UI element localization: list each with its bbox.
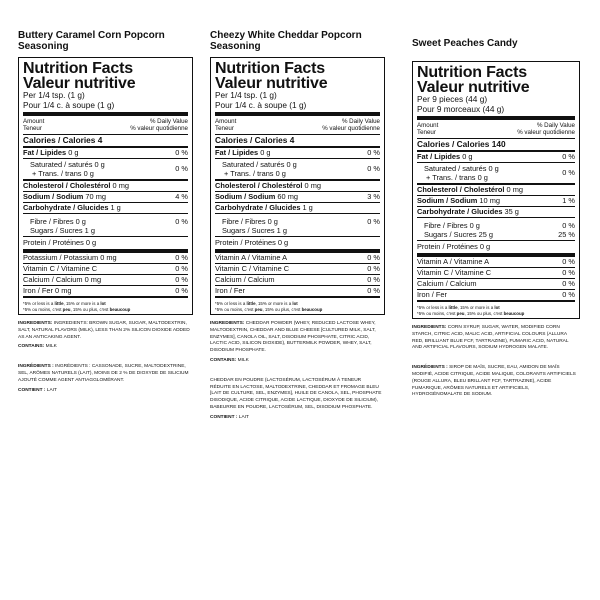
iron-row: Iron / Fer 0 % [417, 290, 575, 299]
fibre-sugars-row: Fibre / Fibres 0 g Sugars / Sucres 25 g 0 % 25 % [424, 221, 575, 239]
amount-header: Amount Teneur % Daily Value % valeur quotidienne [215, 118, 380, 132]
sodium-row: Sodium / Sodium 60 mg 3 % [215, 192, 380, 201]
nutrition-facts-table [412, 61, 580, 319]
serving-size: Per 9 pieces (44 g) [417, 94, 488, 104]
nf-title-fr: Valeur nutritive [215, 75, 328, 92]
nf-title: Nutrition Facts [215, 60, 325, 77]
vitamin-c-row: Vitamin C / Vitamine C 0 % [215, 264, 380, 273]
product-title: Cheezy White Cheddar Popcorn Seasoning [210, 30, 362, 52]
product-sweet-peaches-candy [412, 38, 580, 402]
calcium-row: Calcium / Calcium 0 % [417, 279, 575, 288]
amount-header: Amount Teneur % Daily Value % valeur quotidienne [417, 122, 575, 136]
fat-row: Fat / Lipides 0 g 0 % [215, 148, 380, 157]
serving-size: Per 1/4 tsp. (1 g) [215, 90, 277, 100]
footnote: *5% or less is a little, 15% or more is a lot *5% ou moins, c'est peu, 15% ou plus, c'est beaucoup [417, 305, 525, 316]
calories-row: Calories / Calories 4 [23, 135, 103, 145]
saturated-trans-row: Saturated / saturés 0 g + Trans. / trans 0 g 0 % [424, 164, 575, 182]
serving-size-fr: Pour 1/4 c. à soupe (1 g) [215, 99, 307, 110]
nf-title: Nutrition Facts [23, 60, 133, 77]
vitamin-a-row: Vitamin A / Vitamine A 0 % [417, 257, 575, 266]
cholesterol-row: Cholesterol / Cholestérol 0 mg [417, 185, 523, 194]
fat-row: Fat / Lipides 0 g 0 % [23, 148, 188, 157]
serving-size-fr: Pour 9 morceaux (44 g) [417, 103, 505, 114]
carbohydrate-row: Carbohydrate / Glucides 35 g [417, 207, 519, 216]
product-title: Buttery Caramel Corn Popcorn Seasoning [18, 30, 165, 52]
calcium-row: Calcium / Calcium 0 % [215, 275, 380, 284]
carbohydrate-row: Carbohydrate / Glucides 1 g [215, 203, 313, 212]
calcium-row: Calcium / Calcium 0 mg 0 % [23, 275, 188, 284]
cholesterol-row: Cholesterol / Cholestérol 0 mg [23, 181, 129, 190]
protein-row: Protein / Protéines 0 g [215, 238, 289, 247]
vitamin-a-row: Vitamin A / Vitamine A 0 % [215, 253, 380, 262]
amount-header: Amount Teneur % Daily Value % valeur quotidienne [23, 118, 188, 132]
sodium-row: Sodium / Sodium 10 mg 1 % [417, 196, 575, 205]
fibre-sugars-row: Fibre / Fibres 0 g Sugars / Sucres 1 g 0 % [222, 217, 380, 235]
iron-row: Iron / Fer 0 % [215, 286, 380, 295]
ingredients-block: INGREDIENTS: CHEDDAR POWDER (WHEY, REDUCED LACTOSE WHEY, MALTODEXTRIN, CHEDDAR AND BLUE CHEESE [CULTURED MILK, SALT, ENZYMES], CANOLA OIL, SALT, DISODIUM PHOSPHATE, CITRIC ACID, LACTIC ACID, SILICON DIOXIDE), BUTTERMILK POWDER, WHEY, SALT, DISODIUM PHOSPHATE. CONTAINS: MILK CHEDDAR EN POUDRE (LACTOSÉRUM, LACTOSÉRUM À TENEUR RÉDUITE EN LACTOSE, MALTODEXTRINE, CHEDDAR ET FROMAGE BLEU [LAIT DE CULTURE, SEL, ENZYMES], HUILE DE CANOLA, SEL, PHOSPHATE DISODIQUE, ACIDE CITRIQUE, ACIDE LACTIQUE, DIOXYDE DE SILICIUM), BABEURRE EN POUDRE, LACTOSÉRUM, SEL, DISODIUM PHOSPHATE. CONTIENT : LAIT [210, 321, 382, 420]
product-buttery-caramel-corn [18, 30, 193, 397]
nf-title-fr: Valeur nutritive [417, 79, 530, 96]
saturated-trans-row: Saturated / saturés 0 g + Trans. / trans 0 g 0 % [222, 160, 380, 178]
nutrition-facts-table [210, 57, 385, 315]
calories-row: Calories / Calories 4 [215, 135, 295, 145]
product-title: Sweet Peaches Candy [412, 38, 518, 49]
serving-size: Per 1/4 tsp. (1 g) [23, 90, 85, 100]
iron-row: Iron / Fer 0 mg 0 % [23, 286, 188, 295]
protein-row: Protein / Protéines 0 g [417, 242, 491, 251]
footnote: *5% or less is a little, 15% or more is a lot *5% ou moins, c'est peu, 15% ou plus, c'est beaucoup [23, 301, 131, 312]
cholesterol-row: Cholesterol / Cholestérol 0 mg [215, 181, 321, 190]
fat-row: Fat / Lipides 0 g 0 % [417, 152, 575, 161]
sodium-row: Sodium / Sodium 70 mg 4 % [23, 192, 188, 201]
nf-title: Nutrition Facts [417, 64, 527, 81]
calories-row: Calories / Calories 140 [417, 139, 506, 149]
product-cheezy-white-cheddar [210, 30, 385, 425]
vitamin-c-row: Vitamin C / Vitamine C 0 % [417, 268, 575, 277]
vitamin-c-row: Vitamin C / Vitamine C 0 % [23, 264, 188, 273]
protein-row: Protein / Protéines 0 g [23, 238, 97, 247]
ingredients-block: INGREDIENTS: INGREDIENTS: BROWN SUGAR, SUGAR, MALTODEXTRIN, SALT, NATURAL FLAVORS (MILK), LESS THAN 2% SILICON DIOXIDE ADDED AS AN ANTICAKING AGENT. CONTAINS: MILK INGRÉDIENTS : INGRÉDIENTS : CASSONADE, SUCRE, MALTODEXTRINE, SEL, ARÔMES NATURELS (LAIT), MOINS DE 2 % DE DIOXYDE DE SILICIUM AJOUTÉ COMME AGENT ANTIAGGLOMÉRANT. CONTIENT : LAIT [18, 321, 190, 393]
fibre-sugars-row: Fibre / Fibres 0 g Sugars / Sucres 1 g 0 % [30, 217, 188, 235]
nf-title-fr: Valeur nutritive [23, 75, 136, 92]
nutrition-facts-table [18, 57, 193, 315]
saturated-trans-row: Saturated / saturés 0 g + Trans. / trans 0 g 0 % [30, 160, 188, 178]
serving-size-fr: Pour 1/4 c. à soupe (1 g) [23, 99, 115, 110]
potassium-row: Potassium / Potassium 0 mg 0 % [23, 253, 188, 262]
carbohydrate-row: Carbohydrate / Glucides 1 g [23, 203, 121, 212]
footnote: *5% or less is a little, 15% or more is a lot *5% ou moins, c'est peu, 15% ou plus, c'est beaucoup [215, 301, 323, 312]
ingredients-block: INGREDIENTS: CORN SYRUP, SUGAR, WATER, MODIFIED CORN STARCH, CITRIC ACID, MALIC ACID, ARTIFICIAL COLOURS (ALLURA RED, BRILLIANT BLUE FCF, TARTRAZINE), FUMARIC ACID, NATURAL AND ARTIFICIAL FLAVOURS, SODIUM HYDROGEN MALATE. INGRÉDIENTS : SIROP DE MAÏS, SUCRE, EAU, AMIDON DE MAÏS MODIFIÉ, ACIDE CITRIQUE, ACIDE MALIQUE, COLORANTS ARTIFICIELS (ROUGE ALLURA, BLEU BRILLANT FCF, TARTRAZINE), ACIDE FUMARIQUE, ARÔMES NATURELS ET ARTIFICIELS, HYDROGÉNOMALATE DE SODIUM. [412, 325, 576, 398]
